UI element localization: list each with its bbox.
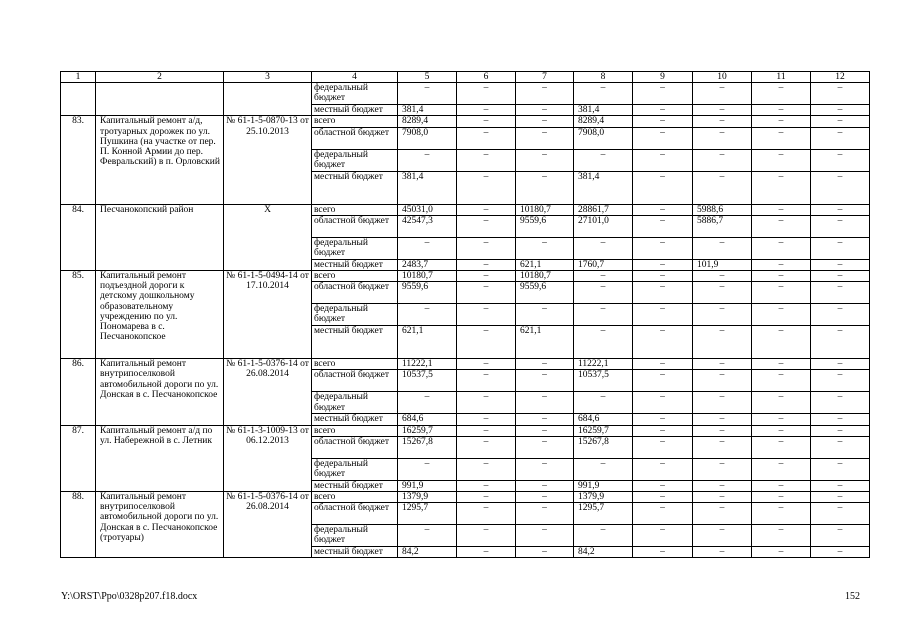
value-cell: – [693, 436, 752, 458]
expertise-document: № 61-1-5-0376-14 от 26.08.2014 [224, 359, 312, 425]
value-cell: – [457, 271, 516, 282]
value-cell: – [574, 237, 633, 259]
value-cell: 10537,5 [574, 370, 633, 392]
funding-source: местный бюджет [312, 171, 398, 204]
value-cell: – [633, 282, 693, 304]
table-row [61, 425, 870, 436]
value-cell: – [752, 414, 811, 425]
value-cell: 10180,7 [516, 271, 574, 282]
value-cell: – [516, 116, 574, 127]
value-cell: – [457, 116, 516, 127]
value-cell: – [752, 370, 811, 392]
funding-source: областной бюджет [312, 503, 398, 525]
value-cell: – [398, 458, 457, 480]
object-name [96, 83, 224, 116]
value-cell: 84,2 [574, 547, 633, 558]
value-cell: 7908,0 [574, 127, 633, 149]
value-cell: – [752, 436, 811, 458]
header-cell: 4 [312, 72, 398, 83]
value-cell: 991,9 [398, 480, 457, 491]
value-cell: – [398, 392, 457, 414]
value-cell: – [811, 149, 870, 171]
value-cell: 5988,6 [693, 204, 752, 215]
object-name: Капитальный ремонт внутрипоселковой автомобильной дороги по ул. Донская в с. Песчанокопское (тротуары) [96, 492, 224, 558]
value-cell: – [398, 237, 457, 259]
value-cell: – [752, 171, 811, 204]
value-cell: – [457, 359, 516, 370]
value-cell: – [633, 547, 693, 558]
value-cell: – [457, 215, 516, 237]
value-cell: – [811, 116, 870, 127]
item-number: 86. [61, 359, 96, 425]
header-cell: 2 [96, 72, 224, 83]
value-cell: – [811, 304, 870, 326]
value-cell: 621,1 [516, 326, 574, 359]
value-cell: – [516, 480, 574, 491]
value-cell: – [633, 259, 693, 270]
value-cell: – [633, 171, 693, 204]
funding-source: областной бюджет [312, 436, 398, 458]
value-cell: 1760,7 [574, 259, 633, 270]
value-cell: 15267,8 [398, 436, 457, 458]
value-cell: – [398, 149, 457, 171]
value-cell: – [811, 237, 870, 259]
value-cell: – [633, 149, 693, 171]
funding-source: федеральный бюджет [312, 458, 398, 480]
value-cell: – [752, 127, 811, 149]
value-cell: 84,2 [398, 547, 457, 558]
expertise-document: Х [224, 204, 312, 270]
footer-page-number: 152 [845, 591, 860, 602]
value-cell: 45031,0 [398, 204, 457, 215]
value-cell: – [811, 370, 870, 392]
value-cell: – [574, 326, 633, 359]
value-cell: – [457, 458, 516, 480]
value-cell: 11222,1 [398, 359, 457, 370]
funding-source: местный бюджет [312, 105, 398, 116]
value-cell: – [516, 237, 574, 259]
expertise-document: № 61-1-5-0376-14 от 26.08.2014 [224, 492, 312, 558]
item-number: 83. [61, 116, 96, 204]
value-cell: – [811, 425, 870, 436]
funding-source: областной бюджет [312, 370, 398, 392]
value-cell: 101,9 [693, 259, 752, 270]
value-cell: 621,1 [398, 326, 457, 359]
value-cell: 9559,6 [398, 282, 457, 304]
value-cell: – [516, 492, 574, 503]
value-cell: – [574, 282, 633, 304]
value-cell: – [633, 116, 693, 127]
value-cell: – [752, 359, 811, 370]
funding-source: местный бюджет [312, 414, 398, 425]
table-row [61, 204, 870, 215]
value-cell: – [752, 547, 811, 558]
value-cell: – [516, 458, 574, 480]
value-cell: – [633, 492, 693, 503]
value-cell: – [693, 237, 752, 259]
value-cell: – [633, 127, 693, 149]
funding-source: федеральный бюджет [312, 149, 398, 171]
value-cell: – [752, 83, 811, 105]
item-number: 84. [61, 204, 96, 270]
value-cell: 9559,6 [516, 215, 574, 237]
funding-source: федеральный бюджет [312, 237, 398, 259]
value-cell: 5886,7 [693, 215, 752, 237]
value-cell: – [457, 436, 516, 458]
expertise-document: № 61-1-5-0870-13 от 25.10.2013 [224, 116, 312, 204]
column-number-header [61, 72, 870, 83]
value-cell: – [693, 503, 752, 525]
value-cell: – [457, 149, 516, 171]
item-number [61, 83, 96, 116]
value-cell: – [693, 326, 752, 359]
value-cell: – [516, 359, 574, 370]
value-cell: – [811, 525, 870, 547]
value-cell: – [752, 503, 811, 525]
value-cell: 991,9 [574, 480, 633, 491]
value-cell: – [633, 271, 693, 282]
value-cell: – [574, 304, 633, 326]
header-cell: 8 [574, 72, 633, 83]
header-cell: 7 [516, 72, 574, 83]
value-cell: – [752, 105, 811, 116]
value-cell: – [457, 370, 516, 392]
value-cell: – [516, 105, 574, 116]
value-cell: – [633, 204, 693, 215]
header-cell: 10 [693, 72, 752, 83]
value-cell: – [811, 547, 870, 558]
header-cell: 3 [224, 72, 312, 83]
value-cell: – [752, 492, 811, 503]
value-cell: – [693, 127, 752, 149]
value-cell: – [516, 127, 574, 149]
item-number: 87. [61, 425, 96, 491]
value-cell: – [693, 304, 752, 326]
value-cell: 1379,9 [574, 492, 633, 503]
value-cell: – [811, 215, 870, 237]
value-cell: 10180,7 [516, 204, 574, 215]
value-cell: – [516, 171, 574, 204]
value-cell: – [811, 83, 870, 105]
value-cell: – [752, 237, 811, 259]
budget-table [60, 71, 870, 558]
value-cell: 10180,7 [398, 271, 457, 282]
value-cell: 621,1 [516, 259, 574, 270]
table-row [61, 116, 870, 127]
value-cell: – [633, 304, 693, 326]
value-cell: 1295,7 [574, 503, 633, 525]
value-cell: – [516, 83, 574, 105]
value-cell: – [457, 326, 516, 359]
value-cell: – [516, 414, 574, 425]
value-cell: – [693, 105, 752, 116]
header-cell: 9 [633, 72, 693, 83]
value-cell: 9559,6 [516, 282, 574, 304]
value-cell: – [457, 304, 516, 326]
expertise-document: № 61-1-5-0494-14 от 17.10.2014 [224, 271, 312, 359]
funding-source: местный бюджет [312, 547, 398, 558]
header-cell: 5 [398, 72, 457, 83]
value-cell: – [633, 370, 693, 392]
value-cell: – [693, 359, 752, 370]
value-cell: – [457, 525, 516, 547]
funding-source: федеральный бюджет [312, 392, 398, 414]
value-cell: – [457, 392, 516, 414]
object-name: Капитальный ремонт подъездной дороги к детскому дошкольному образовательному учреждению по ул. Пономарева в с. Песчанокопское [96, 271, 224, 359]
value-cell: 381,4 [398, 171, 457, 204]
value-cell: 1295,7 [398, 503, 457, 525]
value-cell: – [752, 525, 811, 547]
value-cell: – [633, 392, 693, 414]
value-cell: – [633, 525, 693, 547]
value-cell: – [811, 480, 870, 491]
value-cell: – [752, 480, 811, 491]
value-cell: 28861,7 [574, 204, 633, 215]
value-cell: – [752, 392, 811, 414]
value-cell: – [811, 204, 870, 215]
value-cell: – [633, 414, 693, 425]
funding-source: федеральный бюджет [312, 525, 398, 547]
value-cell: 27101,0 [574, 215, 633, 237]
value-cell: – [457, 282, 516, 304]
value-cell: – [457, 492, 516, 503]
value-cell: – [633, 458, 693, 480]
value-cell: – [752, 204, 811, 215]
value-cell: – [693, 171, 752, 204]
value-cell: – [398, 304, 457, 326]
value-cell: – [693, 83, 752, 105]
value-cell: – [693, 116, 752, 127]
value-cell: 16259,7 [398, 425, 457, 436]
value-cell: – [811, 492, 870, 503]
value-cell: 1379,9 [398, 492, 457, 503]
value-cell: – [398, 83, 457, 105]
value-cell: – [633, 359, 693, 370]
value-cell: – [752, 259, 811, 270]
header-cell: 12 [811, 72, 870, 83]
expertise-document: № 61-1-3-1009-13 от 06.12.2013 [224, 425, 312, 491]
value-cell: – [516, 304, 574, 326]
value-cell: 381,4 [398, 105, 457, 116]
value-cell: – [693, 271, 752, 282]
value-cell: – [457, 480, 516, 491]
value-cell: – [752, 215, 811, 237]
value-cell: – [811, 392, 870, 414]
value-cell: 15267,8 [574, 436, 633, 458]
value-cell: 10537,5 [398, 370, 457, 392]
value-cell: – [811, 105, 870, 116]
value-cell: – [811, 503, 870, 525]
value-cell: – [574, 458, 633, 480]
value-cell: – [516, 503, 574, 525]
table-row [61, 359, 870, 370]
value-cell: – [516, 149, 574, 171]
object-name: Капитальный ремонт а/д, тротуарных дорожек по ул. Пушкина (на участке от пер. П. Конной Армии до пер. Февральский) в п. Орловский [96, 116, 224, 204]
value-cell: – [752, 116, 811, 127]
value-cell: – [693, 370, 752, 392]
header-cell: 11 [752, 72, 811, 83]
value-cell: – [693, 392, 752, 414]
value-cell: – [574, 83, 633, 105]
value-cell: – [693, 425, 752, 436]
value-cell: – [574, 392, 633, 414]
funding-source: местный бюджет [312, 480, 398, 491]
item-number: 85. [61, 271, 96, 359]
item-number: 88. [61, 492, 96, 558]
value-cell: – [811, 436, 870, 458]
value-cell: – [633, 237, 693, 259]
value-cell: – [752, 326, 811, 359]
value-cell: – [457, 105, 516, 116]
value-cell: – [693, 282, 752, 304]
header-cell: 6 [457, 72, 516, 83]
value-cell: – [693, 480, 752, 491]
value-cell: – [457, 259, 516, 270]
value-cell: 2483,7 [398, 259, 457, 270]
value-cell: 8289,4 [574, 116, 633, 127]
value-cell: – [693, 149, 752, 171]
value-cell: – [811, 282, 870, 304]
value-cell: – [516, 370, 574, 392]
value-cell: – [693, 492, 752, 503]
value-cell: – [457, 127, 516, 149]
value-cell: – [811, 458, 870, 480]
value-cell: – [752, 149, 811, 171]
value-cell: – [457, 547, 516, 558]
value-cell: – [811, 127, 870, 149]
value-cell: – [752, 425, 811, 436]
value-cell: – [633, 425, 693, 436]
value-cell: 684,6 [398, 414, 457, 425]
funding-source: федеральный бюджет [312, 304, 398, 326]
value-cell: – [633, 436, 693, 458]
funding-source: областной бюджет [312, 282, 398, 304]
object-name: Капитальный ремонт а/д по ул. Набережной в с. Летник [96, 425, 224, 491]
object-name: Песчанокопский район [96, 204, 224, 270]
value-cell: – [516, 436, 574, 458]
funding-source: всего [312, 359, 398, 370]
value-cell: – [457, 503, 516, 525]
value-cell: – [693, 458, 752, 480]
value-cell: – [811, 259, 870, 270]
value-cell: 381,4 [574, 105, 633, 116]
value-cell: – [633, 503, 693, 525]
value-cell: – [752, 271, 811, 282]
value-cell: 8289,4 [398, 116, 457, 127]
value-cell: 42547,3 [398, 215, 457, 237]
funding-source: всего [312, 425, 398, 436]
value-cell: – [811, 271, 870, 282]
value-cell: – [752, 282, 811, 304]
value-cell: – [633, 215, 693, 237]
value-cell: – [811, 171, 870, 204]
value-cell: – [398, 525, 457, 547]
value-cell: 11222,1 [574, 359, 633, 370]
value-cell: – [457, 425, 516, 436]
object-name: Капитальный ремонт внутрипоселковой автомобильной дороги по ул. Донская в с. Песчанокопское [96, 359, 224, 425]
value-cell: – [516, 525, 574, 547]
footer-file-path: Y:\ORST\Ppo\0328p207.f18.docx [61, 591, 198, 602]
value-cell: 16259,7 [574, 425, 633, 436]
value-cell: – [811, 326, 870, 359]
value-cell: 684,6 [574, 414, 633, 425]
funding-source: всего [312, 271, 398, 282]
value-cell: – [752, 304, 811, 326]
value-cell: – [574, 149, 633, 171]
value-cell: – [457, 414, 516, 425]
value-cell: – [752, 458, 811, 480]
funding-source: областной бюджет [312, 215, 398, 237]
value-cell: – [574, 271, 633, 282]
value-cell: – [633, 480, 693, 491]
header-cell: 1 [61, 72, 96, 83]
funding-source: местный бюджет [312, 259, 398, 270]
table-row [61, 271, 870, 282]
funding-source: всего [312, 204, 398, 215]
value-cell: – [633, 105, 693, 116]
value-cell: – [693, 414, 752, 425]
value-cell: – [811, 414, 870, 425]
value-cell: – [574, 525, 633, 547]
funding-source: федеральный бюджет [312, 83, 398, 105]
funding-source: местный бюджет [312, 326, 398, 359]
funding-source: всего [312, 492, 398, 503]
value-cell: – [633, 326, 693, 359]
value-cell: – [516, 425, 574, 436]
value-cell: – [457, 83, 516, 105]
table-row [61, 492, 870, 503]
table-row [61, 83, 870, 105]
value-cell: – [516, 547, 574, 558]
value-cell: – [633, 83, 693, 105]
value-cell: 7908,0 [398, 127, 457, 149]
value-cell: – [457, 237, 516, 259]
value-cell: – [457, 204, 516, 215]
expertise-document [224, 83, 312, 116]
value-cell: – [811, 359, 870, 370]
funding-source: всего [312, 116, 398, 127]
value-cell: – [693, 525, 752, 547]
value-cell: – [693, 547, 752, 558]
value-cell: – [516, 392, 574, 414]
funding-source: областной бюджет [312, 127, 398, 149]
value-cell: 381,4 [574, 171, 633, 204]
value-cell: – [457, 171, 516, 204]
